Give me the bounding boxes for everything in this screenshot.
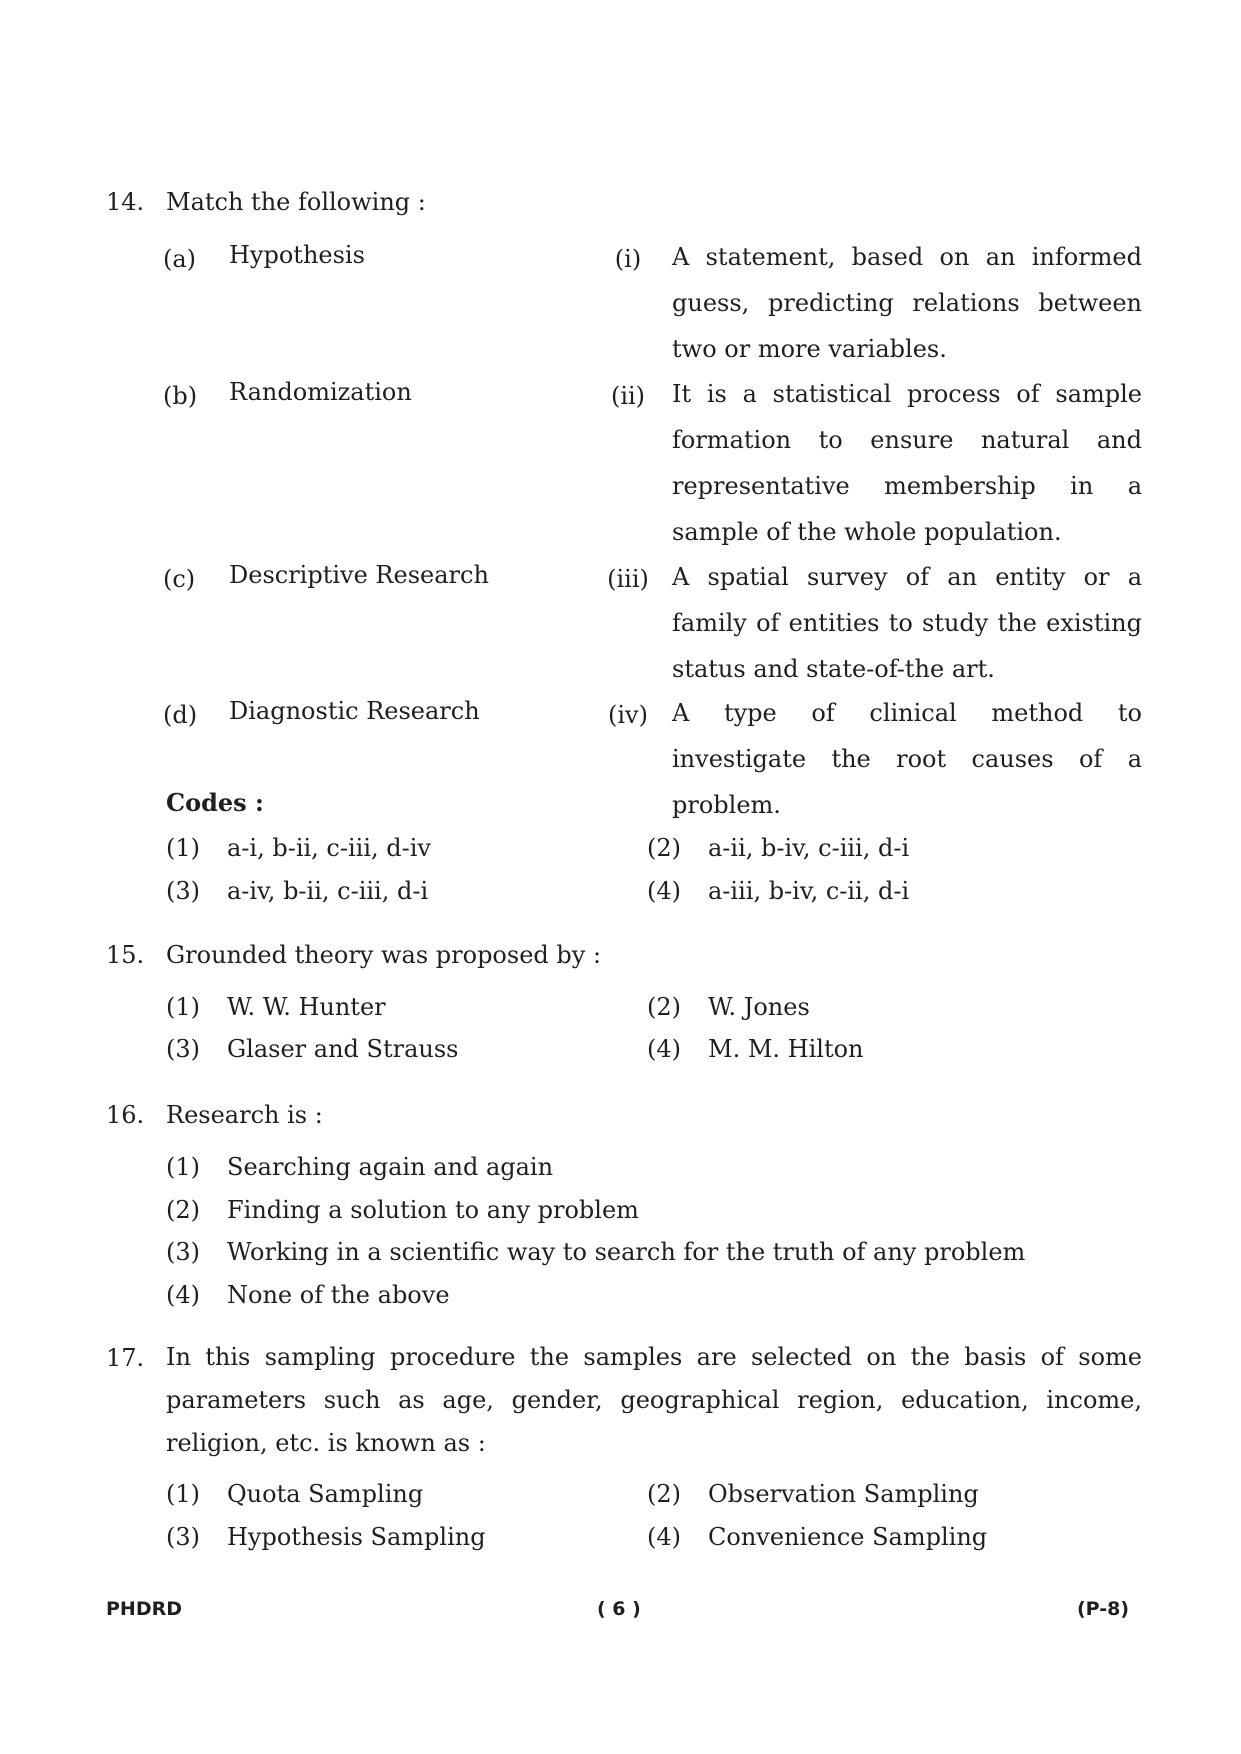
- option-text: None of the above: [227, 1281, 450, 1309]
- option-text: W. W. Hunter: [227, 993, 386, 1021]
- option-text: Finding a solution to any problem: [227, 1196, 639, 1224]
- option-text: Hypothesis Sampling: [227, 1523, 486, 1551]
- match-letter: (c): [163, 565, 196, 593]
- option-number: (3): [166, 1523, 200, 1551]
- match-term: Hypothesis: [229, 241, 365, 269]
- option-text: Observation Sampling: [708, 1480, 979, 1508]
- match-definition: A type of clinical method to investigate the root causes of a problem.: [672, 699, 1142, 819]
- option-number: (3): [166, 1238, 200, 1266]
- option-text: Working in a scientific way to search for the truth of any problem: [227, 1238, 1026, 1266]
- question-number: 16.: [106, 1101, 145, 1129]
- match-roman: (ii): [610, 382, 646, 410]
- option-text: M. M. Hilton: [708, 1035, 864, 1063]
- match-term: Descriptive Research: [229, 561, 489, 589]
- option-number: (2): [647, 993, 681, 1021]
- match-letter: (b): [163, 382, 198, 410]
- question-number: 15.: [106, 941, 145, 969]
- option-text: a-iii, b-iv, c-ii, d-i: [708, 877, 910, 905]
- option-text: a-iv, b-ii, c-iii, d-i: [227, 877, 429, 905]
- option-text: Glaser and Strauss: [227, 1035, 459, 1063]
- match-term: Randomization: [229, 378, 412, 406]
- option-number: (3): [166, 877, 200, 905]
- question-number: 17.: [106, 1344, 145, 1372]
- option-text: Convenience Sampling: [708, 1523, 988, 1551]
- match-letter: (a): [163, 245, 197, 273]
- option-number: (2): [647, 1480, 681, 1508]
- option-number: (4): [647, 877, 681, 905]
- match-definition: A statement, based on an informed guess, predicting relations between two or more variables.: [672, 243, 1142, 363]
- match-roman: (iii): [607, 565, 649, 593]
- question-text: In this sampling procedure the samples are selected on the basis of some parameters such as age, gender, geographical region, education, income, religion, etc. is known as :: [166, 1343, 1142, 1457]
- match-letter: (d): [163, 701, 198, 729]
- option-number: (2): [166, 1196, 200, 1224]
- footer-page-number: ( 6 ): [597, 1598, 641, 1620]
- question-text: Grounded theory was proposed by :: [166, 941, 602, 969]
- footer-paper-code: PHDRD: [106, 1598, 182, 1620]
- option-number: (4): [647, 1523, 681, 1551]
- option-number: (1): [166, 1480, 200, 1508]
- option-number: (4): [166, 1281, 200, 1309]
- option-number: (1): [166, 834, 200, 862]
- option-number: (2): [647, 834, 681, 862]
- match-roman: (i): [614, 245, 642, 273]
- codes-title: Codes :: [166, 788, 264, 817]
- option-number: (4): [647, 1035, 681, 1063]
- option-text: W. Jones: [708, 993, 810, 1021]
- option-number: (1): [166, 993, 200, 1021]
- question-text: Research is :: [166, 1101, 323, 1129]
- option-text: a-i, b-ii, c-iii, d-iv: [227, 834, 431, 862]
- match-term: Diagnostic Research: [229, 697, 480, 725]
- option-text: Searching again and again: [227, 1153, 554, 1181]
- footer-set-code: (P-8): [1077, 1598, 1130, 1620]
- question-text: Match the following :: [166, 188, 426, 216]
- question-number: 14.: [106, 188, 145, 216]
- match-definition: A spatial survey of an entity or a family of entities to study the existing status and state-of-the art.: [672, 563, 1142, 683]
- match-definition: It is a statistical process of sample formation to ensure natural and representative membership in a sample of the whole population.: [672, 380, 1142, 546]
- option-number: (1): [166, 1153, 200, 1181]
- option-number: (3): [166, 1035, 200, 1063]
- option-text: a-ii, b-iv, c-iii, d-i: [708, 834, 910, 862]
- match-roman: (iv): [608, 701, 648, 729]
- option-text: Quota Sampling: [227, 1480, 424, 1508]
